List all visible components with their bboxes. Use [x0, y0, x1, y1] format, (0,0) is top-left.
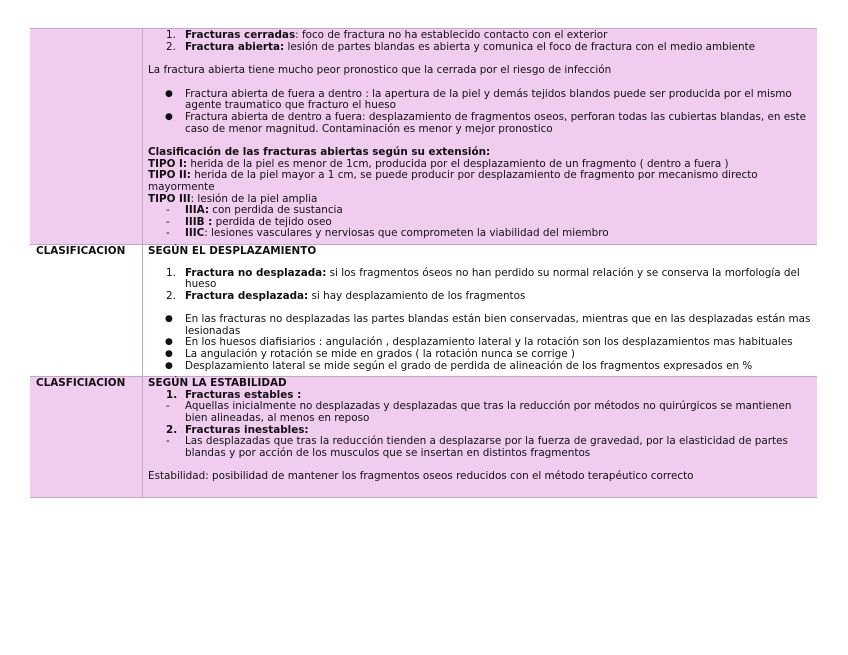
- tipo-label: TIPO I:: [148, 157, 188, 170]
- list-marker: 2.: [166, 423, 178, 436]
- dash-list: [148, 401, 813, 424]
- classification-table: [30, 28, 817, 498]
- dash-marker: -: [166, 204, 170, 217]
- dash-text: Aquellas inicialmente no desplazadas y desplazadas que tras la reducción por métodos no quirúrgicos se mantienen bien alineadas, al menos en reposo: [185, 400, 792, 425]
- list-item: [148, 291, 813, 303]
- term-label: Fracturas estables :: [185, 388, 302, 401]
- bullet-list: [148, 314, 813, 372]
- section-heading: [148, 246, 813, 258]
- tipo-text: herida de la piel mayor a 1 cm, se puede producir por desplazamiento de fragmento por mecanismo directo mayormente: [148, 169, 758, 193]
- paragraph: La fractura abierta tiene mucho peor pronostico que la cerrada por el riesgo de infección: [148, 64, 612, 77]
- dash-marker: -: [166, 227, 170, 240]
- paragraph: Estabilidad: posibilidad de mantener los fragmentos oseos reducidos con el método terapéutico correcto: [148, 470, 694, 483]
- list-marker: 1.: [166, 388, 178, 401]
- term-label: Fracturas cerradas: [185, 29, 296, 41]
- subtype-label: IIIA:: [185, 204, 209, 217]
- row-label-empty: [30, 29, 143, 244]
- tipo-text: : lesión de la piel amplia: [190, 192, 318, 205]
- list-marker: 1.: [166, 266, 176, 279]
- row-content: [143, 29, 817, 244]
- bullet-icon: ●: [165, 349, 173, 360]
- term-text: si hay desplazamiento de los fragmentos: [308, 289, 526, 302]
- term-label: Fracturas inestables:: [185, 423, 309, 436]
- bullet-text: Desplazamiento lateral se mide según el grado de perdida de alineación de los fragmentos expresados en %: [185, 359, 753, 372]
- list-item: [148, 361, 813, 373]
- spacer: [148, 483, 813, 493]
- dash-list: [148, 436, 813, 459]
- bullet-icon: ●: [165, 360, 173, 371]
- list-item: [148, 42, 813, 54]
- bullet-icon: ●: [165, 314, 173, 325]
- tipo-text: herida de la piel es menor de 1cm, producida por el desplazamiento de un fragmento ( dentro a fuera ): [187, 157, 729, 170]
- dash-marker: -: [166, 400, 170, 413]
- heading-text: SEGÚN EL DESPLAZAMIENTO: [148, 244, 317, 257]
- term-text: : foco de fractura no ha establecido contacto con el exterior: [295, 29, 608, 41]
- list-item: [148, 436, 813, 459]
- dash-marker: -: [166, 215, 170, 228]
- heading-text: SEGÚN LA ESTABILIDAD: [148, 377, 287, 390]
- term-label: Fractura abierta:: [185, 40, 285, 53]
- list-item: [148, 228, 813, 240]
- term-text: si los fragmentos óseos no han perdido su normal relación y se conserva la morfología del hueso: [185, 266, 800, 291]
- list-item: [148, 401, 813, 424]
- list-item: [148, 89, 813, 112]
- term-label: Fractura no desplazada:: [185, 266, 327, 279]
- list-item: [148, 112, 813, 135]
- numbered-list: [148, 30, 813, 53]
- row-content: [143, 377, 817, 497]
- bullet-text: La angulación y rotación se mide en grados ( la rotación nunca se corrige ): [185, 348, 575, 361]
- heading-text: Clasificación de las fracturas abiertas según su extensión:: [148, 146, 491, 159]
- list-marker: 1.: [166, 29, 176, 41]
- subtype-label: IIIC: [185, 227, 205, 240]
- bullet-text: Fractura abierta de fuera a dentro : la apertura de la piel y demás tejidos blandos puede ser producida por el mismo agente traumatico que fracturo el hueso: [185, 87, 792, 112]
- bullet-text: En los huesos diafisiarios : angulación , desplazamiento lateral y la rotación son los desplazamientos mas habituales: [185, 336, 793, 349]
- list-marker: 2.: [166, 40, 176, 53]
- row-label: CLASFICIACION: [30, 377, 143, 497]
- tipo-line: [148, 170, 813, 193]
- dash-marker: -: [166, 435, 170, 448]
- list-item: [148, 268, 813, 291]
- bullet-icon: ●: [165, 111, 173, 122]
- tipo-label: TIPO III: [148, 192, 191, 205]
- table-row-open-closed: [30, 29, 817, 245]
- subtype-text: con perdida de sustancia: [209, 204, 343, 217]
- table-row-stability: [30, 377, 817, 498]
- bullet-icon: ●: [165, 88, 173, 99]
- term-text: lesión de partes blandas es abierta y comunica el foco de fractura con el medio ambiente: [284, 40, 756, 53]
- bullet-text: Fractura abierta de dentro a fuera: desplazamiento de fragmentos oseos, perforan todas las cubiertas blandas, en este caso de menor magnitud. Contaminación es menor y mejor pronostico: [185, 110, 807, 135]
- numbered-list: [148, 268, 813, 303]
- subtype-label: IIIB :: [185, 215, 213, 228]
- subtype-text: : lesiones vasculares y nerviosas que comprometen la viabilidad del miembro: [204, 227, 609, 240]
- list-marker: 2.: [166, 289, 176, 302]
- bullet-list: [148, 89, 813, 135]
- dash-list: [148, 205, 813, 240]
- bullet-text: En las fracturas no desplazadas las partes blandas están bien conservadas, mientras que en las desplazadas están mas lesionadas: [185, 313, 811, 337]
- bullet-icon: ●: [165, 337, 173, 348]
- subtype-text: perdida de tejido oseo: [212, 215, 332, 228]
- list-item: [148, 314, 813, 337]
- row-label: CLASIFICACION: [30, 245, 143, 376]
- table-row-displacement: [30, 245, 817, 377]
- dash-text: Las desplazadas que tras la reducción tienden a desplazarse por la fuerza de gravedad, por la elasticidad de partes blandas y por acción de los musculos que se insertan en distintos fragmentos: [185, 435, 788, 459]
- row-content: [143, 245, 817, 376]
- term-label: Fractura desplazada:: [185, 289, 309, 302]
- tipo-label: TIPO II:: [148, 169, 191, 182]
